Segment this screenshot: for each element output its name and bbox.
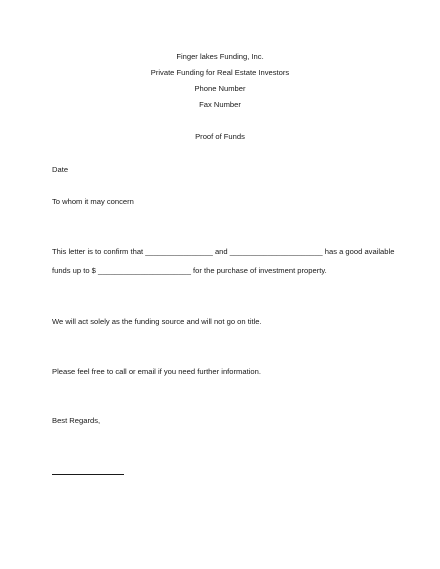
date-label: Date xyxy=(52,165,69,174)
signature-line xyxy=(52,474,124,475)
salutation: To whom it may concern xyxy=(52,197,134,206)
confirmation-line-1: This letter is to confirm that ________________ and ______________________ has a good available xyxy=(52,247,395,256)
company-tagline: Private Funding for Real Estate Investors xyxy=(150,68,290,77)
funding-source-paragraph: We will act solely as the funding source and will not go on title. xyxy=(52,317,262,326)
company-name: Finger lakes Funding, Inc. xyxy=(176,52,264,61)
confirmation-line-2: funds up to $ ______________________ for the purchase of investment property. xyxy=(52,266,327,275)
contact-paragraph: Please feel free to call or email if you need further information. xyxy=(52,367,261,376)
document-title: Proof of Funds xyxy=(195,132,245,141)
phone-number: Phone Number xyxy=(194,84,246,93)
fax-number: Fax Number xyxy=(199,100,241,109)
closing: Best Regards, xyxy=(52,416,101,425)
